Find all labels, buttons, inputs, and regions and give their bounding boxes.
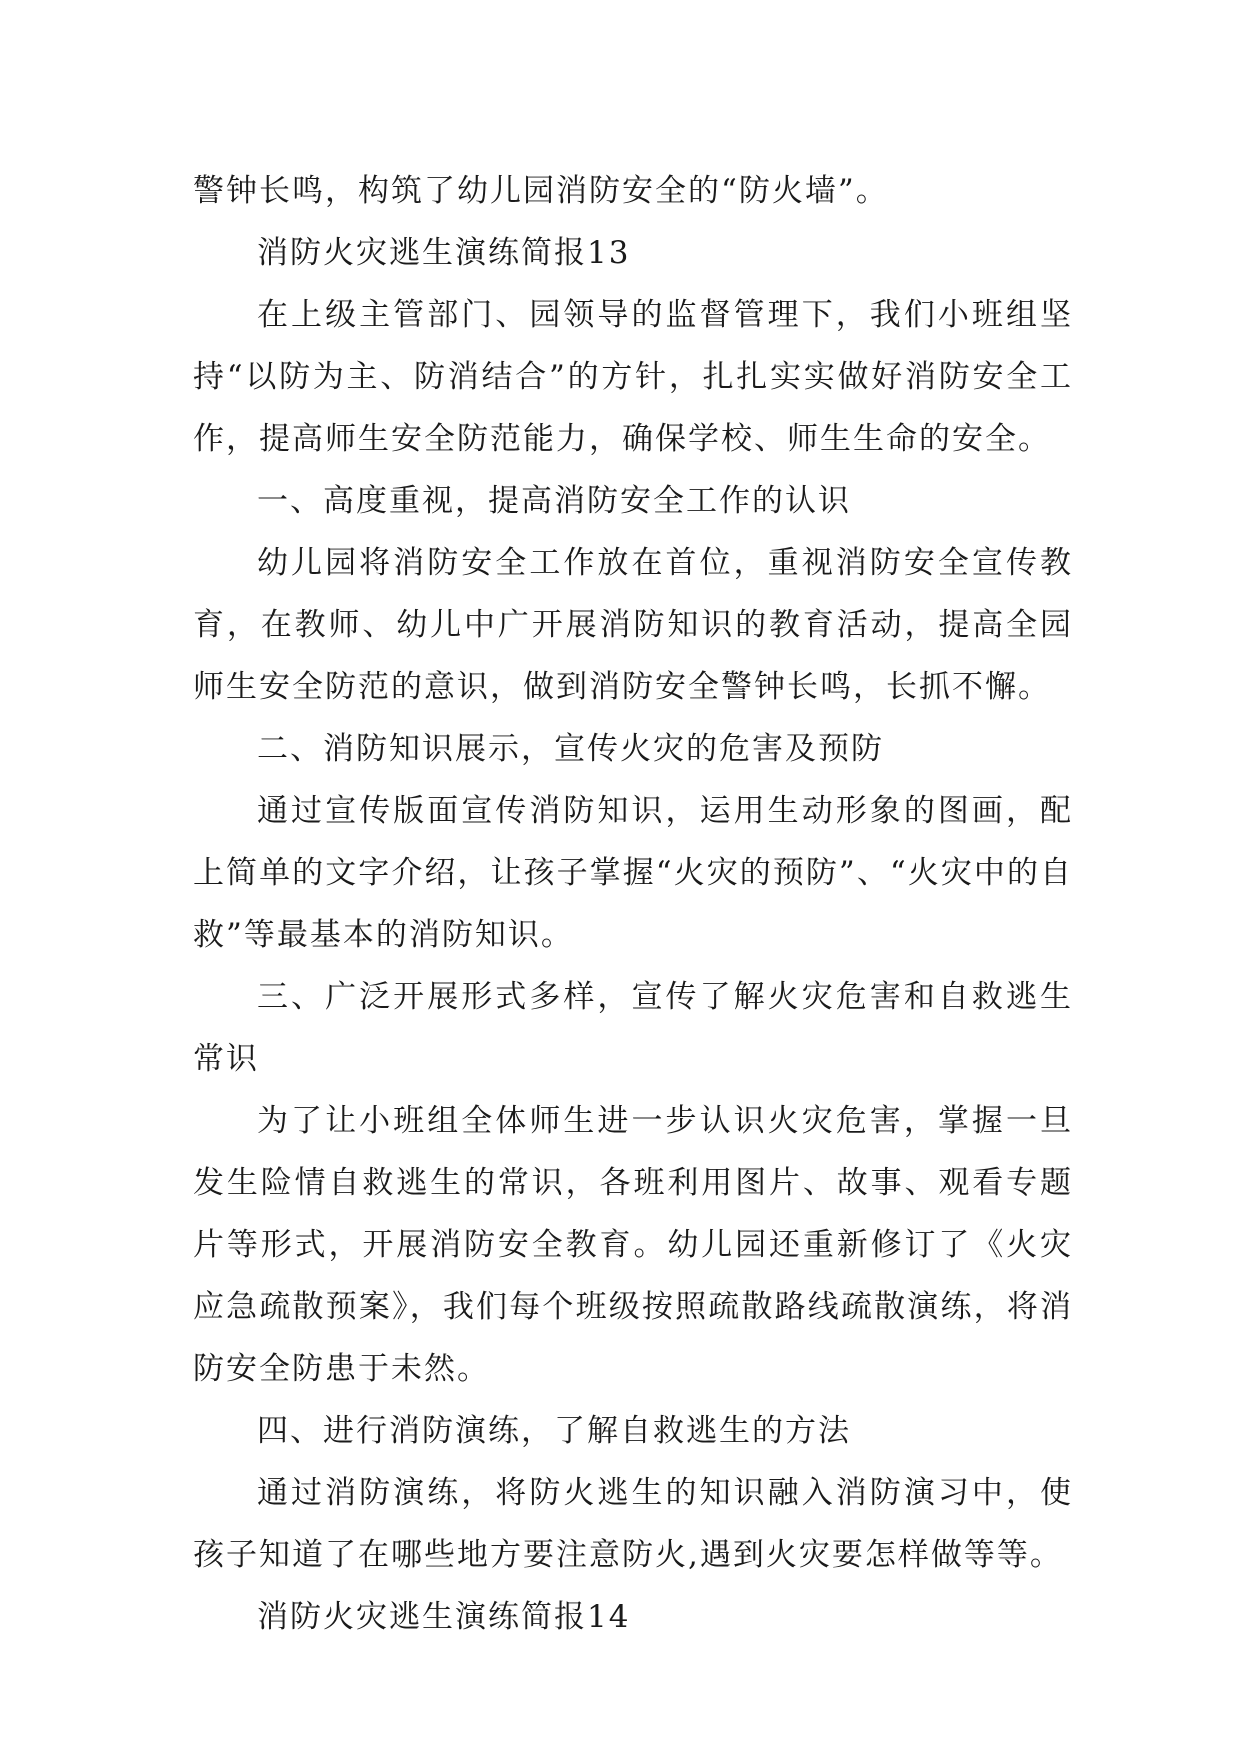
section-title-14: 消防火灾逃生演练简报14 <box>257 1599 631 1635</box>
paragraph-heading-2-body: 通过宣传版面宣传消防知识，运用生动形象的图画，配上简单的文字介绍，让孩子掌握“火灾的预防”、“火灾中的自救”等最基本的消防知识。 <box>193 793 1073 953</box>
heading-4: 四、进行消防演练，了解自救逃生的方法 <box>257 1413 851 1449</box>
heading-2: 二、消防知识展示，宣传火灾的危害及预防 <box>257 731 884 767</box>
heading-3: 三、广泛开展形式多样，宣传了解火灾危害和自救逃生常识 <box>193 979 1073 1077</box>
paragraph-heading-3-body: 为了让小班组全体师生进一步认识火灾危害，掌握一旦发生险情自救逃生的常识，各班利用图片、故事、观看专题片等形式，开展消防安全教育。幼儿园还重新修订了《火灾应急疏散预案》，我们每个班级按照疏散路线疏散演练，将消防安全防患于未然。 <box>193 1103 1073 1387</box>
document-body <box>193 160 1073 1648</box>
paragraph-intro: 在上级主管部门、园领导的监督管理下，我们小班组坚持“以防为主、防消结合”的方针，扎扎实实做好消防安全工作，提高师生安全防范能力，确保学校、师生生命的安全。 <box>193 297 1073 457</box>
section-title-13: 消防火灾逃生演练简报13 <box>257 235 631 271</box>
paragraph-heading-1-body: 幼儿园将消防安全工作放在首位，重视消防安全宣传教育，在教师、幼儿中广开展消防知识的教育活动，提高全园师生安全防范的意识，做到消防安全警钟长鸣，长抓不懈。 <box>193 545 1073 705</box>
paragraph-1: 警钟长鸣，构筑了幼儿园消防安全的“防火墙”。 <box>193 173 889 209</box>
heading-1: 一、高度重视，提高消防安全工作的认识 <box>257 483 851 519</box>
paragraph-heading-4-body: 通过消防演练，将防火逃生的知识融入消防演习中，使孩子知道了在哪些地方要注意防火,遇到火灾要怎样做等等。 <box>193 1475 1073 1573</box>
